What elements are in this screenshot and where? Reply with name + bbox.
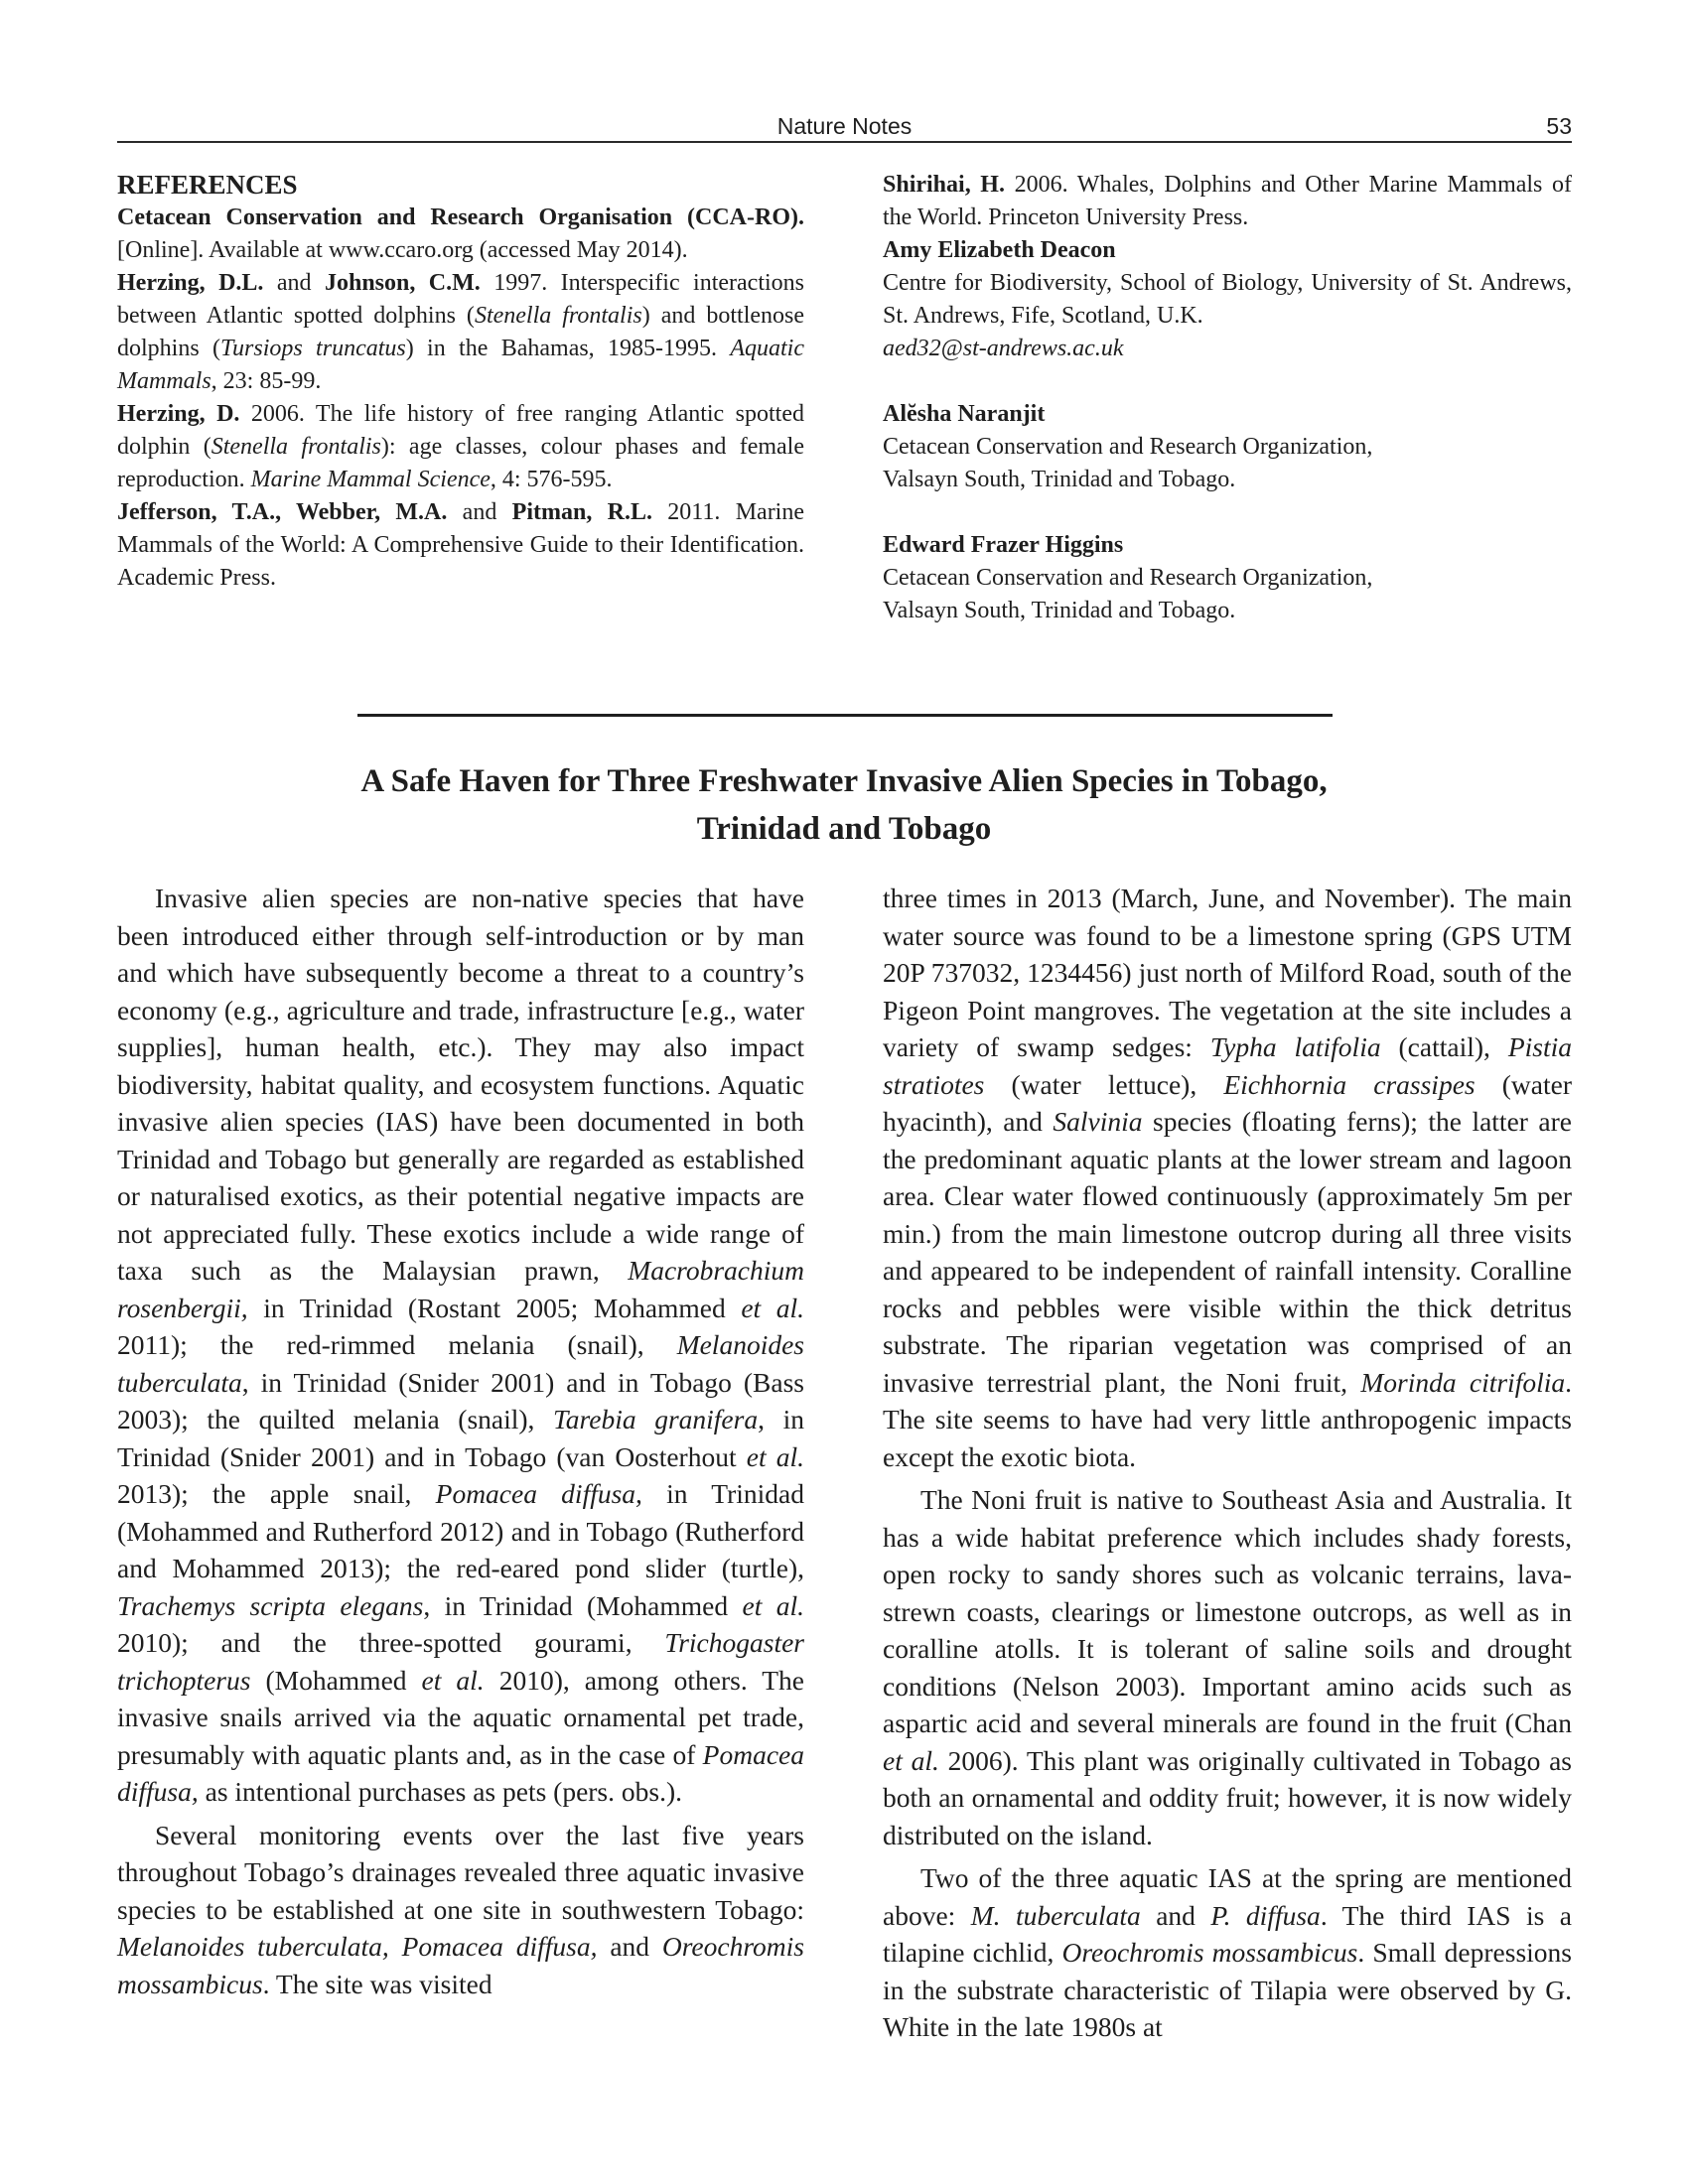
text: , in Trinidad (Snider 2001) and in Tobago (van Oosterhout — [117, 1404, 804, 1472]
text: 2011); the red-rimmed melania (snail), — [117, 1329, 677, 1360]
text: The Noni fruit is native to Southeast Asia and Australia. It has a wide habitat preference which includes shady forests, open rocky to sandy shores such as volcanic terrains, lava-strewn coasts, clearings or limestone outcrops, as well as in coralline atolls. It is tolerant of saline soils and drought conditions (Nelson 2003). Important amino acids such as aspartic acid and several minerals are found in the fruit (Chan — [883, 1484, 1572, 1738]
ref-text: 1997. Interspecific interactions between Atlantic spotted dolphins ( — [117, 270, 805, 329]
reference-item — [883, 169, 1572, 234]
species-name: Trachemys scripta elegans — [117, 1589, 424, 1621]
italic-text: et al. — [746, 1440, 804, 1472]
author-block — [883, 398, 1572, 496]
text: and — [597, 1931, 662, 1962]
ref-text: [Online]. Available at www.ccaro.org (accessed May 2014). — [117, 237, 688, 263]
text: (water lettuce), — [984, 1068, 1224, 1100]
ref-text: , 4: 576-595. — [490, 467, 613, 492]
ref-authors: Pitman, R.L. — [511, 499, 652, 525]
author-affiliation: Valsayn South, Trinidad and Tobago. — [883, 467, 1236, 492]
ref-authors: Cetacean Conservation and Research Organisation (CCA-RO). — [117, 205, 804, 230]
paragraph — [883, 1481, 1572, 1853]
article-left-column — [117, 880, 804, 2008]
text: 2010); and the three-spotted gourami, — [117, 1627, 665, 1658]
species-name: Morinda citrifolia — [1360, 1366, 1566, 1398]
author-email[interactable]: aed32@st-andrews.ac.uk — [883, 336, 1124, 361]
text: . The site seems to have had very little anthropogenic impacts except the exotic biota. — [883, 1366, 1572, 1472]
article-title-line: A Safe Haven for Three Freshwater Invasive Alien Species in Tobago, — [360, 763, 1328, 799]
references-heading: REFERENCES — [117, 170, 298, 200]
ref-text: 2006. Whales, Dolphins and Other Marine Mammals of the World. Princeton University Press. — [883, 172, 1572, 230]
ref-text: and — [263, 270, 325, 296]
species-name: Oreochromis mossambicus — [117, 1931, 804, 1999]
text: 2010), among others. The invasive snails arrived via the aquatic ornamental pet trade, presumably with aquatic plants and, as in the case of — [117, 1664, 804, 1770]
ref-species: Stenella frontalis — [211, 434, 381, 460]
text: . The site was visited — [262, 1968, 492, 1999]
species-name: Typha latifolia — [1209, 1031, 1381, 1062]
page-number: 53 — [1546, 113, 1572, 139]
text: Several monitoring events over the last five years throughout Tobago’s drainages revealed three aquatic invasive species to be established at one site in southwestern Tobago: — [117, 1819, 804, 1925]
text: 2006). This plant was originally cultivated in Tobago as both an ornamental and oddity fruit; however, it is now widely distributed on the island. — [883, 1744, 1572, 1850]
ref-journal: Marine Mammal Science — [250, 467, 491, 492]
reference-item — [117, 202, 804, 267]
ref-text: ) and bottlenose dolphins ( — [117, 303, 805, 361]
article-title-line: Trinidad and Tobago — [696, 811, 992, 847]
author-name: Alĕsha Naranjit — [883, 401, 1046, 427]
author-affiliation: Valsayn South, Trinidad and Tobago. — [883, 598, 1236, 623]
ref-authors: Johnson, C.M. — [324, 270, 481, 296]
reference-item — [117, 496, 804, 595]
journal-title: Nature Notes — [776, 113, 913, 139]
ref-authors: Herzing, D.L. — [117, 270, 264, 296]
species-name: Melanoides tuberculata, Pomacea diffusa, — [117, 1931, 598, 1962]
text: 2013); the apple snail, — [117, 1478, 436, 1509]
author-block — [883, 529, 1572, 627]
ref-text: , 23: 85-99. — [211, 368, 322, 394]
italic-text: et al. — [742, 1589, 804, 1621]
reference-item — [117, 398, 804, 496]
author-name: Edward Frazer Higgins — [883, 532, 1124, 558]
text: three times in 2013 (March, June, and November). The main water source was found to be a limestone spring (GPS UTM 20P 737032, 1234456) just north of Milford Road, south of the Pigeon Point mangroves. The vegetation at the site includes a variety of swamp sedges: — [883, 883, 1572, 1062]
author-block — [883, 234, 1572, 365]
text: . The third IAS is a tilapine cichlid, — [883, 1899, 1572, 1968]
text: in Trinidad (Mohammed and Rutherford 2012) and in Tobago (Rutherford and Mohammed 2013); the red-eared pond slider (turtle), — [117, 1478, 804, 1583]
references-right-column — [883, 169, 1572, 627]
ref-authors: Shirihai, H. — [883, 172, 1005, 198]
species-name: Trichogaster trichopterus — [117, 1627, 804, 1696]
species-name: Pomacea diffusa, — [117, 1738, 804, 1807]
author-affiliation: Cetacean Conservation and Research Organization, — [883, 434, 1373, 460]
reference-item — [117, 267, 804, 398]
species-name: Pistia stratiotes — [883, 1031, 1572, 1100]
paragraph — [883, 1859, 1572, 2046]
species-name: Eichhornia crassipes — [1223, 1068, 1476, 1100]
ref-authors: Jefferson, T.A., Webber, M.A. — [117, 499, 448, 525]
ref-text: ): age classes, colour phases and female reproduction. — [117, 434, 805, 492]
text: and — [1140, 1899, 1211, 1931]
text: Two of the three aquatic IAS at the spring are mentioned above: — [883, 1862, 1572, 1931]
text — [883, 883, 1572, 1472]
italic-text: et al. — [741, 1292, 804, 1323]
ref-text: ) in the Bahamas, 1985-1995. — [405, 336, 731, 361]
species-name: Melanoides tuberculata — [117, 1329, 804, 1398]
species-name: Oreochromis mossambicus — [1061, 1937, 1358, 1968]
species-name: Macrobrachium rosenbergii, — [117, 1255, 804, 1323]
species-name: Tarebia granifera — [553, 1404, 759, 1434]
text: species (floating ferns); the latter are the predominant aquatic plants at the lower stream and lagoon area. Clear water flowed continuously (approximately 5m per min.) from the main limestone outcrop during all three visits and appeared to be independent of rainfall intensity. Coralline rocks and pebbles were visible within the thick detritus substrate. The riparian vegetation was comprised of an invasive terrestrial plant, the Noni fruit, — [883, 1106, 1572, 1398]
ref-authors: Herzing, D. — [117, 401, 240, 427]
ref-journal: Aquatic Mammals — [117, 336, 804, 394]
section-divider — [357, 714, 1333, 717]
species-name: Pomacea diffusa, — [435, 1478, 642, 1509]
italic-text: et al. — [883, 1744, 939, 1776]
ref-species: Stenella frontalis — [474, 303, 642, 329]
author-affiliation: Cetacean Conservation and Research Organization, — [883, 565, 1373, 591]
ref-text: 2006. The life history of free ranging Atlantic spotted dolphin ( — [117, 401, 804, 460]
author-name: Amy Elizabeth Deacon — [883, 237, 1116, 263]
ref-text: and — [447, 499, 512, 525]
article-title — [199, 757, 1489, 853]
species-name: P. diffusa — [1210, 1899, 1321, 1931]
species-name: Salvinia — [1053, 1106, 1143, 1137]
article-right-column — [883, 880, 1572, 2052]
paragraph — [117, 880, 804, 1811]
text: (water hyacinth), and — [883, 1068, 1572, 1137]
author-affiliation: Centre for Biodiversity, School of Biology, University of St. Andrews, St. Andrews, Fife, Scotland, U.K. — [883, 270, 1572, 329]
italic-text: et al. — [421, 1664, 485, 1696]
text: as intentional purchases as pets (pers. obs.). — [198, 1776, 682, 1807]
ref-text: 2011. Marine Mammals of the World: A Comprehensive Guide to their Identification. Academic Press. — [117, 499, 805, 591]
text — [117, 1820, 804, 1999]
text: . Small depressions in the substrate characteristic of Tilapia were observed by G. White in the late 1980s at — [883, 1937, 1572, 2042]
text: in Trinidad (Rostant 2005; Mohammed — [247, 1292, 742, 1323]
text: (Mohammed — [250, 1664, 422, 1696]
text: Invasive alien species are non-native species that have been introduced either through self-introduction or by man and which have subsequently become a threat to a country’s economy (e.g., agriculture and trade, infrastructure [e.g., water supplies], human health, etc.). They may also impact biodiversity, habitat quality, and ecosystem functions. Aquatic invasive alien species (IAS) have been documented in both Trinidad and Tobago but generally are regarded as established or naturalised exotics, as their potential negative impacts are not appreciated fully. These exotics include a wide range of taxa such as the Malaysian prawn, — [117, 883, 804, 1286]
paragraph — [883, 880, 1572, 1475]
species-name: M. tuberculata — [970, 1899, 1141, 1931]
running-header — [117, 111, 1572, 143]
references-left-column — [117, 169, 804, 595]
paragraph — [117, 1817, 804, 2003]
text: , in Trinidad (Snider 2001) and in Tobago (Bass 2003); the quilted melania (snail), — [117, 1366, 804, 1434]
text: (cattail), — [1380, 1031, 1508, 1062]
text: , in Trinidad (Mohammed — [423, 1589, 743, 1621]
ref-species: Tursiops truncatus — [220, 336, 406, 361]
